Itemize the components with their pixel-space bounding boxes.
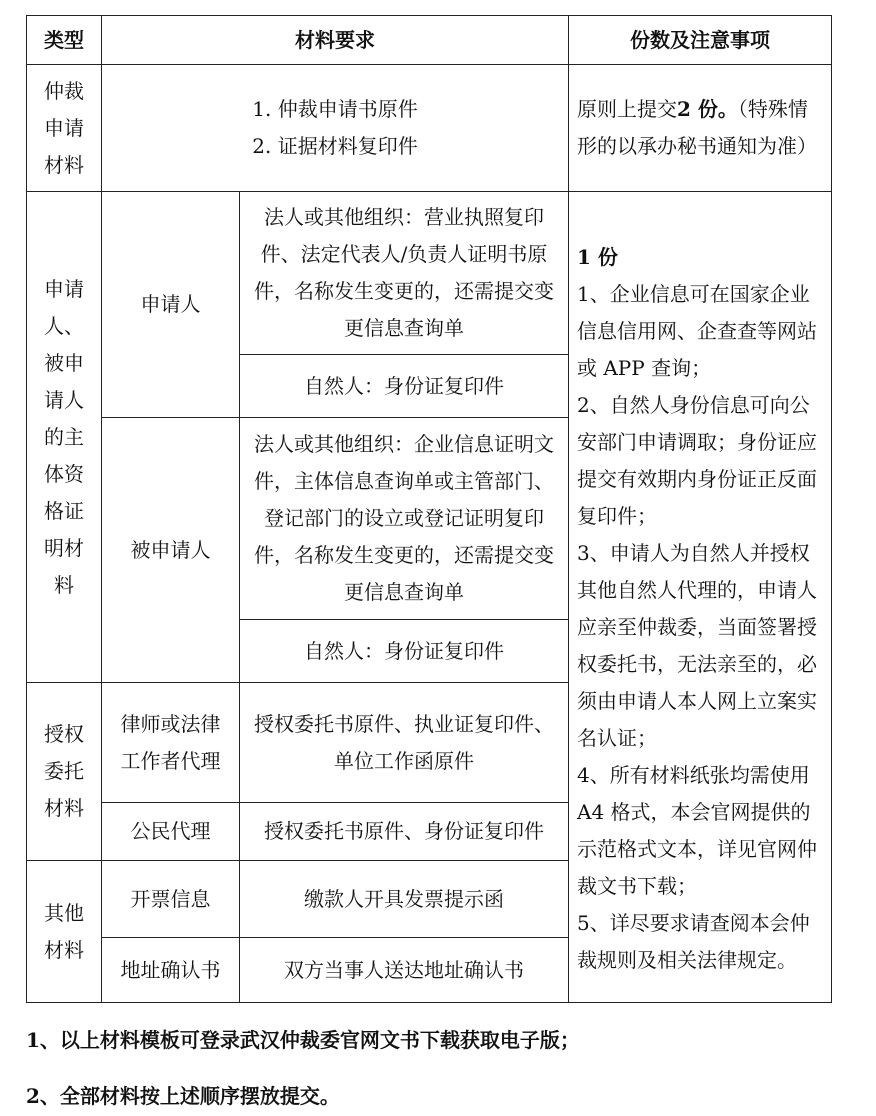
materials-table [26, 15, 832, 1003]
header-type: 类型 [27, 16, 102, 65]
applicant-person-req: 自然人：身份证复印件 [240, 355, 569, 418]
arbitration-item-2: 2. 证据材料复印件 [252, 134, 418, 158]
footer-note-2: 2、全部材料按上述顺序摆放提交。 [26, 1084, 340, 1108]
address-req: 双方当事人送达地址确认书 [240, 938, 569, 1003]
invoice-req: 缴款人开具发票提示函 [240, 861, 569, 938]
type-other: 其他 材料 [27, 861, 102, 1003]
footer-note-1: 1、以上材料模板可登录武汉仲裁委官网文书下载获取电子版； [26, 1028, 580, 1052]
header-copies-notes: 份数及注意事项 [569, 16, 832, 65]
applicant-org-row [27, 192, 832, 355]
applicant-org-req: 法人或其他组织：营业执照复印件、法定代表人/负责人证明书原件，名称发生变更的，还需提交变更信息查询单 [240, 192, 569, 355]
arbitration-requirements [102, 65, 569, 192]
type-authorization: 授权 委托 材料 [27, 683, 102, 861]
type-subject: 申请 人、 被申 请人 的主 体资 格证 明材 料 [27, 192, 102, 683]
header-requirements: 材料要求 [102, 16, 569, 65]
lawyer-req: 授权委托书原件、执业证复印件、单位工作函原件 [240, 683, 569, 803]
citizen-req: 授权委托书原件、身份证复印件 [240, 803, 569, 861]
applicant-label: 申请人 [102, 192, 240, 418]
invoice-label: 开票信息 [102, 861, 240, 938]
header-row [27, 16, 832, 65]
respondent-person-req: 自然人：身份证复印件 [240, 620, 569, 683]
respondent-label: 被申请人 [102, 418, 240, 683]
arbitration-notes: 原则上提交2 份。（特殊情形的以承办秘书通知为准） [569, 65, 832, 192]
arbitration-item-1: 1. 仲裁申请书原件 [252, 97, 418, 121]
lawyer-label: 律师或法律 工作者代理 [102, 683, 240, 803]
type-arbitration: 仲裁 申请 材料 [27, 65, 102, 192]
citizen-label: 公民代理 [102, 803, 240, 861]
address-label: 地址确认书 [102, 938, 240, 1003]
subject-notes: 1 份 1、企业信息可在国家企业信息信用网、企查查等网站或 APP 查询； 2、自然人身份信息可向公安部门申请调取；身份证应提交有效期内身份证正反面复印件； 3、申请人为自然人并授权其他自然人代理的，申请人应亲至仲裁委，当面签署授权委托书，无法亲至的，必须由申请人本人网上立案实名认证； 4、所有材料纸张均需使用 A4 格式，本会官网提供的示范格式文本，详见官网仲裁文书下载； 5、详尽要求请查阅本会仲裁规则及相关法律规定。 [569, 192, 832, 1003]
arbitration-row [27, 65, 832, 192]
respondent-org-req: 法人或其他组织：企业信息证明文件，主体信息查询单或主管部门、登记部门的设立或登记证明复印件，名称发生变更的，还需提交变更信息查询单 [240, 418, 569, 620]
